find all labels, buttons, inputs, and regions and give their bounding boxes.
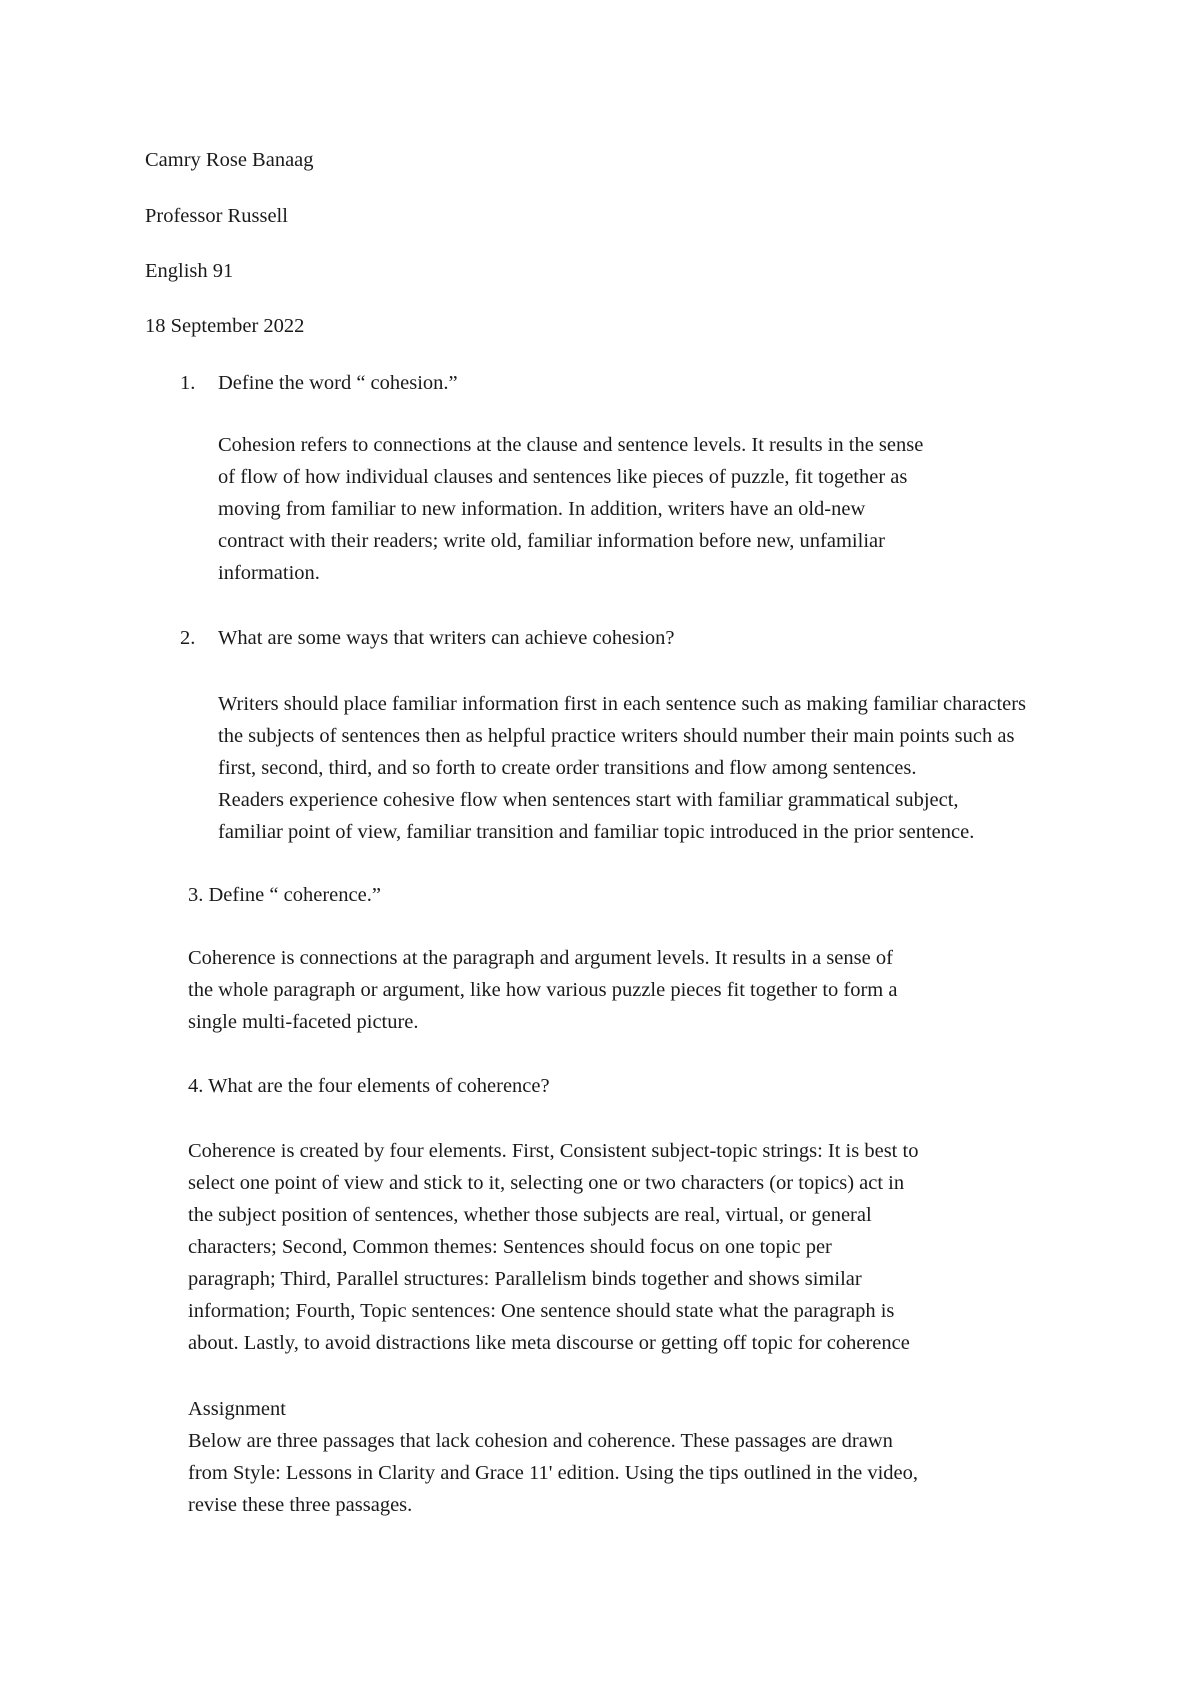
answer-3-line: Coherence is connections at the paragraph and argument levels. It results in a sense of [188,947,893,969]
assignment-line: Below are three passages that lack cohesion and coherence. These passages are drawn [188,1430,893,1452]
answer-2-line: familiar point of view, familiar transition and familiar topic introduced in the prior sentence. [218,821,975,843]
answer-4-line: characters; Second, Common themes: Sentences should focus on one topic per [188,1236,832,1258]
question-3-text: 3. Define “ coherence.” [188,884,381,906]
answer-4-line: information; Fourth, Topic sentences: One sentence should state what the paragraph is [188,1300,895,1322]
question-1-number: 1. [180,372,196,394]
assignment-line: revise these three passages. [188,1494,413,1516]
answer-4 [188,1135,918,1359]
answer-3 [188,942,897,1038]
answer-3-line: single multi-faceted picture. [188,1011,419,1033]
answer-1 [218,429,923,589]
answer-4-line: paragraph; Third, Parallel structures: Parallelism binds together and shows similar [188,1268,862,1290]
question-2-text: What are some ways that writers can achieve cohesion? [218,627,675,649]
question-2-number: 2. [180,627,196,649]
answer-2-line: Readers experience cohesive flow when sentences start with familiar grammatical subject, [218,789,959,811]
student-name: Camry Rose Banaag [145,149,314,171]
course-name: English 91 [145,260,234,282]
answer-1-line: information. [218,562,320,584]
question-1-text: Define the word “ cohesion.” [218,372,458,394]
professor-name: Professor Russell [145,205,288,227]
answer-2 [218,688,1026,848]
assignment-line: from Style: Lessons in Clarity and Grace 11' edition. Using the tips outlined in the video, [188,1462,919,1484]
question-4-text: 4. What are the four elements of coherence? [188,1075,550,1097]
answer-2-line: Writers should place familiar information first in each sentence such as making familiar characters [218,693,1027,715]
document-date: 18 September 2022 [145,315,305,337]
answer-1-line: Cohesion refers to connections at the clause and sentence levels. It results in the sense [218,434,924,456]
answer-1-line: of flow of how individual clauses and sentences like pieces of puzzle, fit together as [218,466,908,488]
answer-4-line: select one point of view and stick to it, selecting one or two characters (or topics) act in [188,1172,905,1194]
assignment-title: Assignment [188,1398,286,1420]
answer-2-line: the subjects of sentences then as helpful practice writers should number their main points such as [218,725,1015,747]
answer-4-line: the subject position of sentences, whether those subjects are real, virtual, or general [188,1204,872,1226]
answer-3-line: the whole paragraph or argument, like how various puzzle pieces fit together to form a [188,979,898,1001]
answer-4-line: Coherence is created by four elements. First, Consistent subject-topic strings: It is best to [188,1140,919,1162]
answer-1-line: moving from familiar to new information. In addition, writers have an old-new [218,498,866,520]
answer-4-line: about. Lastly, to avoid distractions like meta discourse or getting off topic for coherence [188,1332,910,1354]
answer-1-line: contract with their readers; write old, familiar information before new, unfamiliar [218,530,885,552]
assignment-section [188,1393,918,1521]
answer-2-line: first, second, third, and so forth to create order transitions and flow among sentences. [218,757,917,779]
